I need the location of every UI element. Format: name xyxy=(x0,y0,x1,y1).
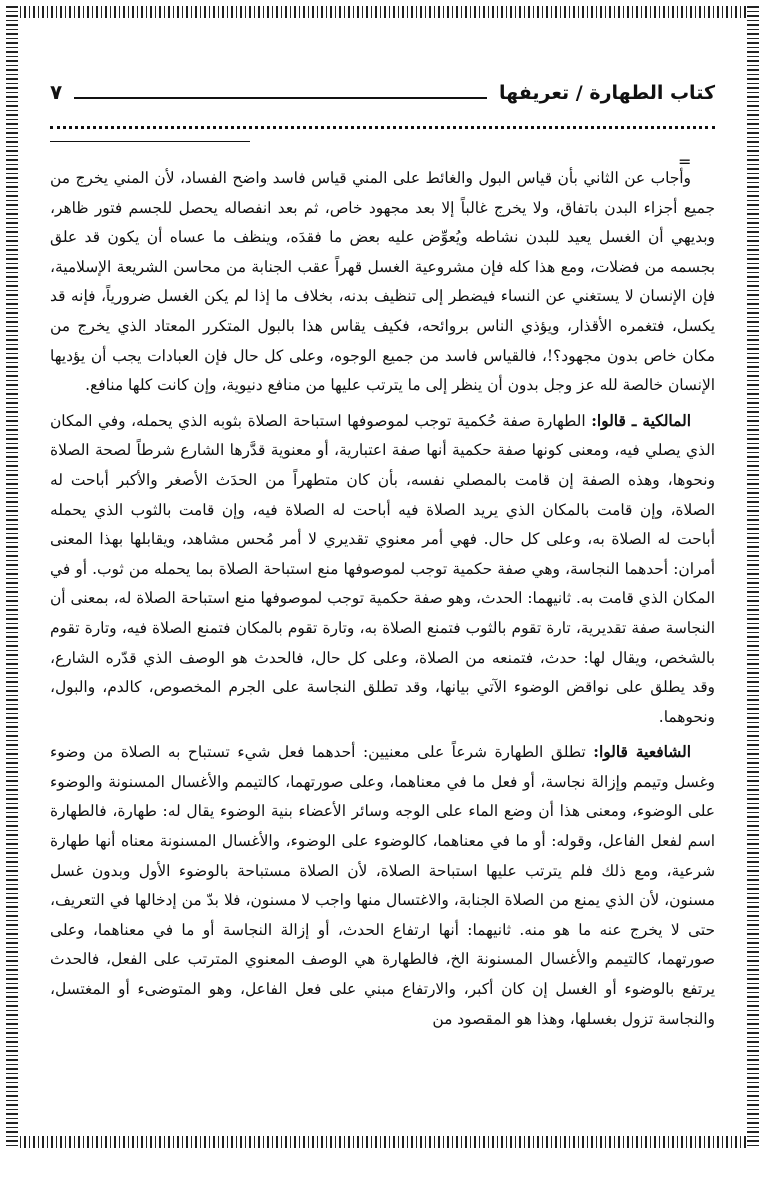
paragraph xyxy=(50,738,715,1034)
paragraph xyxy=(50,164,715,401)
page-number: ٧ xyxy=(50,80,63,104)
body-text xyxy=(50,164,715,1034)
border-bottom xyxy=(6,1136,759,1148)
paragraph-text: وأجاب عن الثاني بأن قياس البول والغائط على المني قياس فاسد واضح الفساد، لأن المني يخرج من جميع أجزاء البدن باتفاق، ولا يخرج غالباً إلا بعد مجهود خاص، ثم بعد انفصاله يحصل للجسم فتور ظاهر، وبديهي أن الغسل يعيد للبدن نشاطه ويُعوِّض عليه بعض ما فقدَه، وينظف ما عساه أن يكون قد علق بجسمه من فضلات، ومع هذا كله فإن مشروعية الغسل قهراً عقب الجنابة من محاسن الشريعة الإسلامية، فإن الإنسان لا يستغني عن النساء فيضطر إلى تنظيف بدنه، بخلاف ما إذا لم يكن الغسل ضرورياً، فإنه قد يكسل، فتغمره الأقذار، ويؤذي الناس بروائحه، فكيف يقاس هذا بالبول المتكرر المعتاد الذي يخرج من مكان خاص بدون مجهود؟!، فالقياس فاسد من جميع الوجوه، وعلى كل حال فإن العبادات يجب أن يؤديها الإنسان خالصة لله عز وجل بدون أن ينظر إلى ما يترتب عليها من منافع دنيوية، وإن كانت كلها منافع. xyxy=(50,169,715,395)
running-title: كتاب الطهارة / تعريفها xyxy=(499,82,715,104)
border-left xyxy=(6,6,18,1148)
border-top xyxy=(6,6,759,18)
header-rule xyxy=(74,97,487,99)
dotted-separator xyxy=(50,116,715,129)
page-content xyxy=(50,80,715,1034)
paragraph-text: تطلق الطهارة شرعاً على معنيين: أحدهما فعل شيء تستباح به الصلاة من وضوء وغسل وتيمم وإزالة نجاسة، أو فعل ما في معناهما، وعلى صورتهما، كالتيمم والأغسال المسنونة والوضوء على الوضوء، ومعنى هذا أن وضع الماء على الوجه وسائر الأعضاء بنية الوضوء يقال له: طهارة، فالطهارة اسم لفعل الفاعل، وقوله: أو ما في معناهما، كالوضوء على الوضوء، والأغسال المسنونة معناه أنها طهارة شرعية، ومع ذلك فلم يترتب عليها استباحة الصلاة، لأن الصلاة مستباحة بالوضوء الأول وبدون غسل مسنون، لأن الذي يمنع من الصلاة الجنابة، والاغتسال منها واجب لا مسنون، فلا بدّ من إدخالها في التعريف، حتى لا يخرج عنه ما هو منه. ثانيهما: أنها ارتفاع الحدث، أو إزالة النجاسة أو ما في معناهما، وعلى صورتهما، كالتيمم والأغسال المسنونة الخ، فالطهارة هي الوصف المعنوي المترتب على الفعل، فالحدث يرتفع بالوضوء أو الغسل إن كان أكبر، والارتفاع مبني على فعل الفاعل، وهو المتوضىء أو المغتسل، والنجاسة تزول بغسلها، وهذا هو المقصود من xyxy=(50,743,715,1028)
school-heading-maliki: المالكية ـ قالوا: xyxy=(591,411,691,430)
school-heading-shafii: الشافعية قالوا: xyxy=(593,743,691,762)
paragraph-text: الطهارة صفة حُكمية توجب لموصوفها استباحة الصلاة بثوبه الذي يحمله، وفي المكان الذي يصلي فيه، ومعنى كونها صفة حكمية أنها صفة اعتبارية، أو معنوية قدَّرها الشارع شرطاً لصحة الصلاة ونحوها، وهذه الصفة إن قامت بالمصلي نفسه، بأن كان متطهراً من الحدَث الأصغر والأكبر أباحت له الصلاة، وإن قامت بالمكان الذي يريد الصلاة فيه أباحت له الصلاة فيه، وإن قامت بالثوب الذي يحمله أباحت له الصلاة به، وعلى كل حال. فهي أمر معنوي تقديري لا أمر مُحس مشاهد، ويقابلها بهذا المعنى أمران: أحدهما النجاسة، وهي صفة حكمية توجب لموصوفها منع استباحة الصلاة بما يحمله من ثوب. أو في المكان الذي قامت به. ثانيهما: الحدث، وهو صفة حكمية توجب لموصوفها منع استباحة الصلاة له، بمعنى أن النجاسة صفة تقديرية، تارة تقوم بالثوب فتمنع الصلاة به، وتارة تقوم بالمكان فتمنع الصلاة فيه، وتارة تقوم بالشخص، ويقال لها: حدث، فتمنعه من الصلاة، وعلى كل حال، فالحدث هو الوصف الذي قدّره الشارع، وقد يطلق على نواقض الوضوء الآتي بيانها، وقد تطلق النجاسة على الجرم المخصوص، كالدم، والبول، ونحوهما. xyxy=(50,411,715,726)
paragraph xyxy=(50,407,715,733)
page-header xyxy=(50,80,715,112)
continuation-mark: = xyxy=(678,152,692,171)
border-right xyxy=(747,6,759,1148)
footnote-rule xyxy=(50,141,250,142)
